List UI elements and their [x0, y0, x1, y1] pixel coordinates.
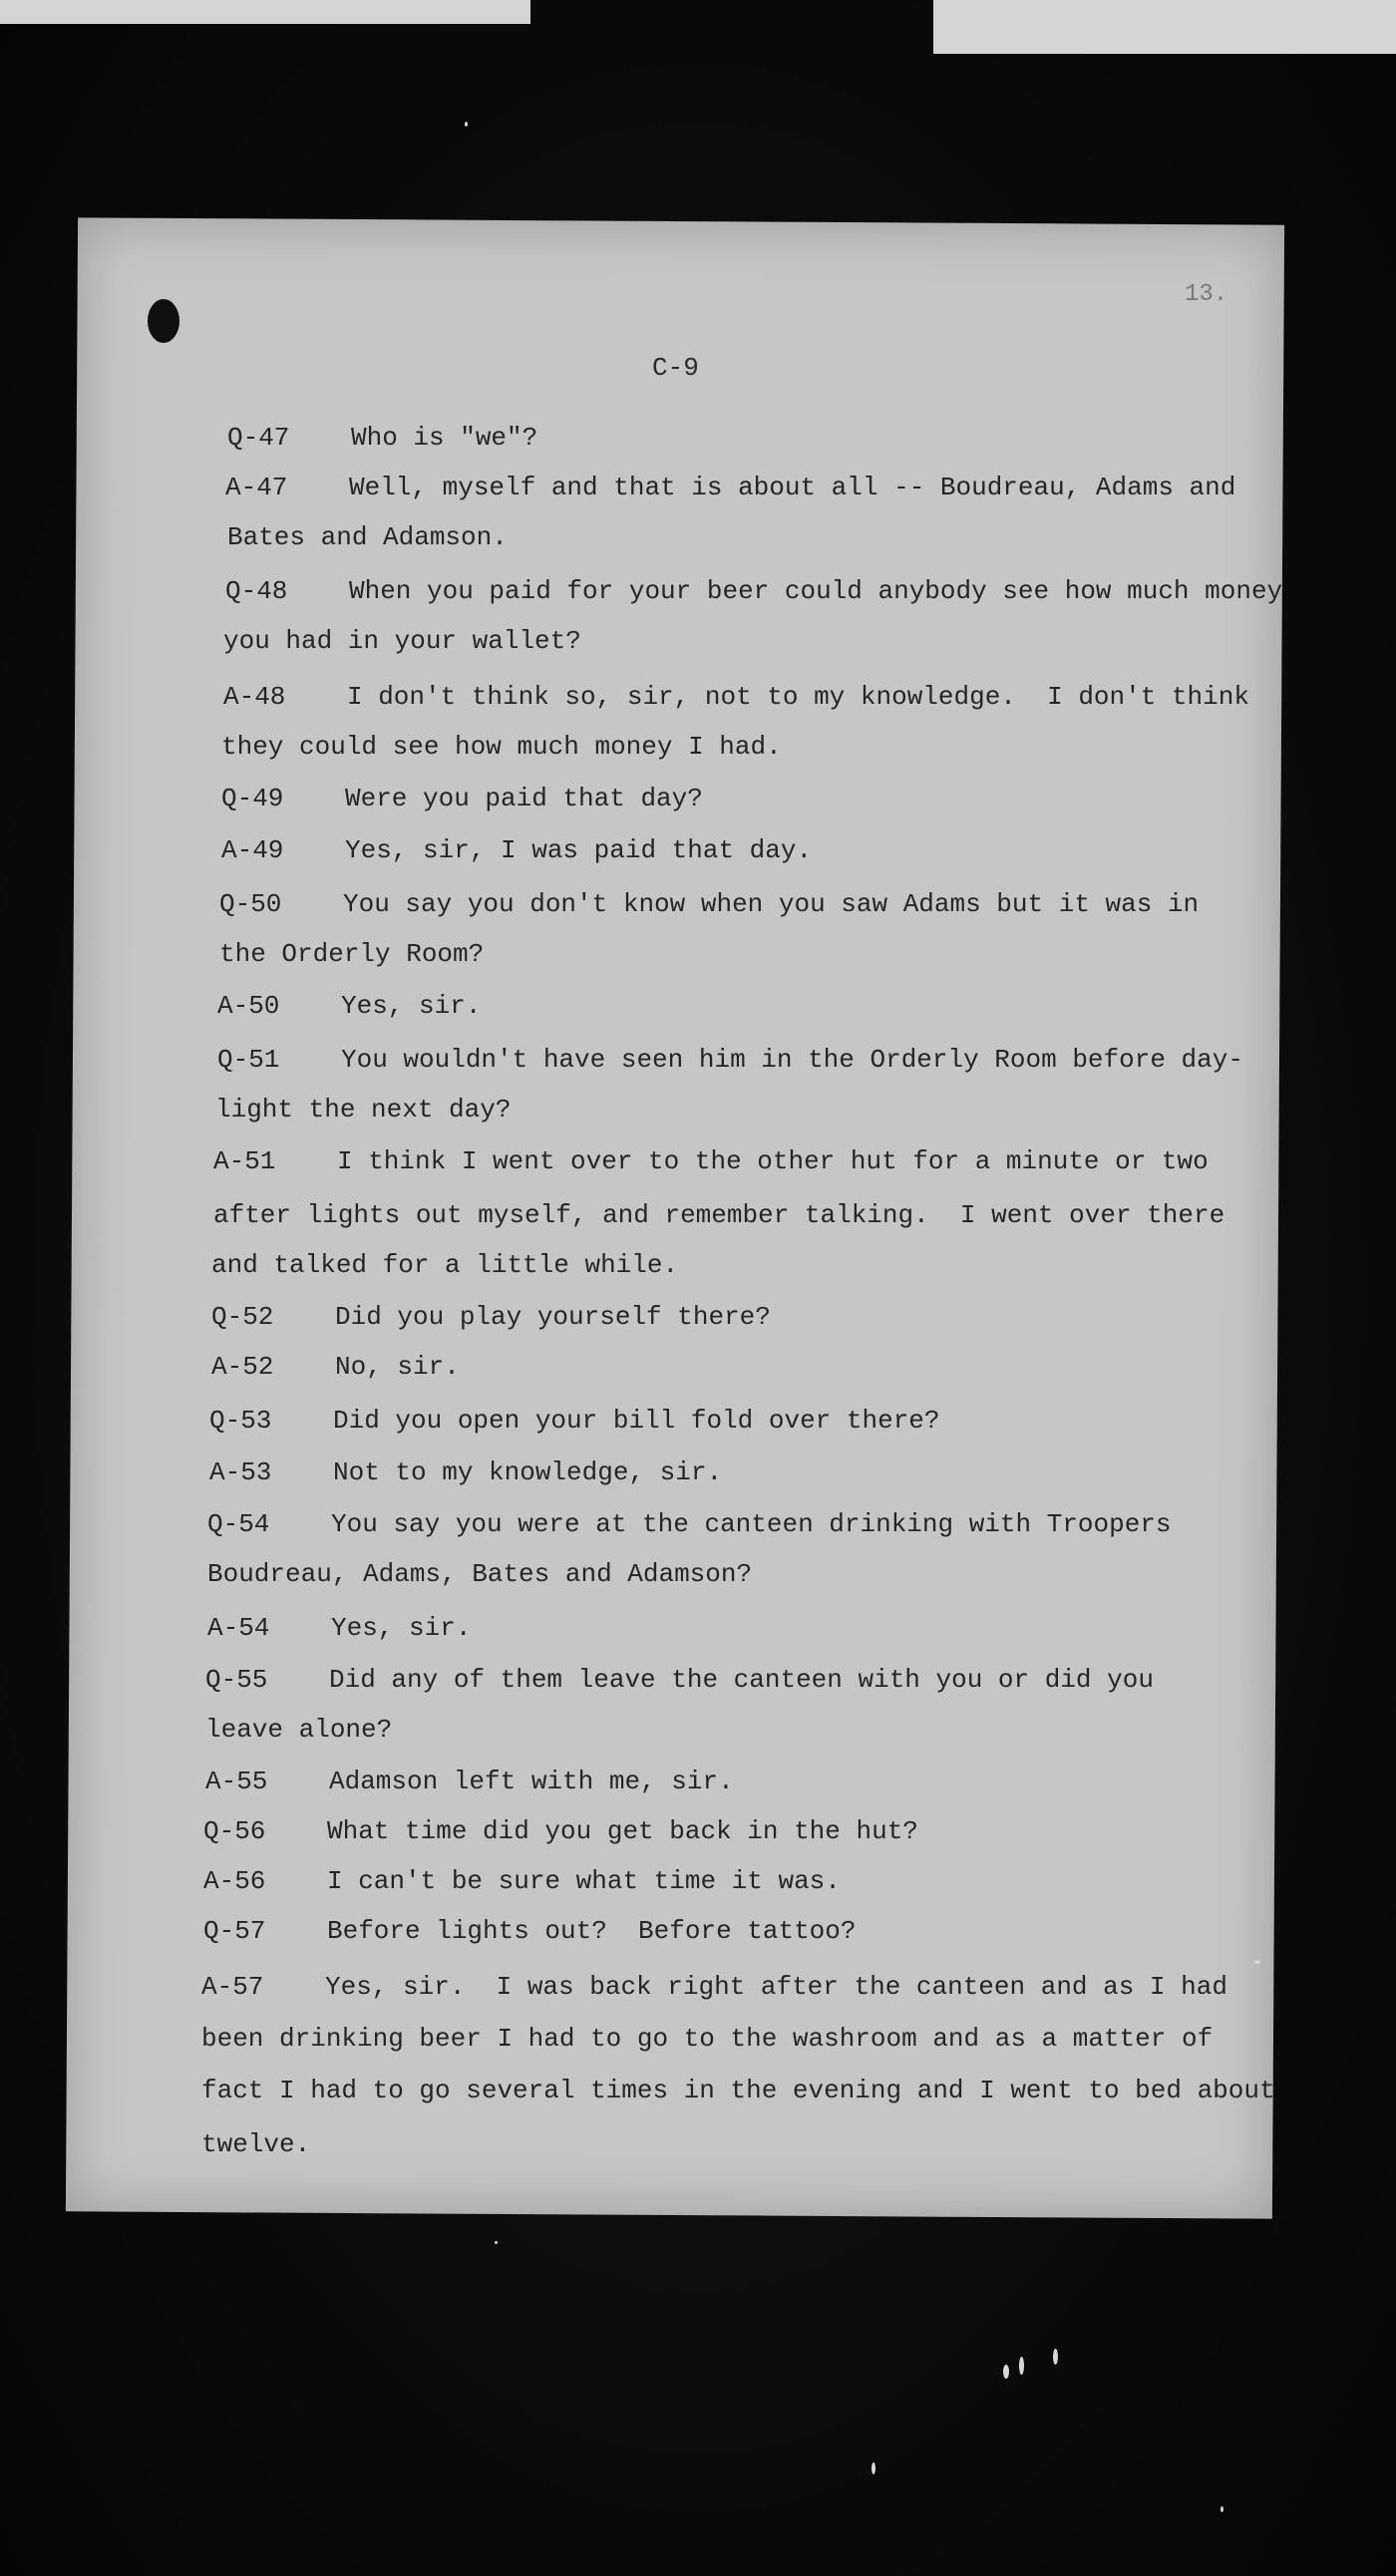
line-tag: A-49: [221, 835, 284, 865]
line-text: Bates and Adamson.: [227, 522, 508, 552]
transcript-line: [201, 2076, 1275, 2105]
transcript-line: [207, 1509, 1172, 1539]
transcript-line: [215, 1095, 511, 1125]
line-tag: Q-55: [205, 1665, 268, 1695]
line-tag: Q-48: [225, 576, 288, 606]
line-text: they could see how much money I had.: [221, 732, 782, 762]
transcript-line: [211, 1352, 460, 1382]
line-tag: A-50: [217, 991, 280, 1021]
line-tag: Q-56: [203, 1816, 266, 1846]
line-text: been drinking beer I had to go to the washroom and as a matter of: [201, 2024, 1214, 2054]
line-text: I can't be sure what time it was.: [327, 1866, 841, 1896]
transcript-line: [219, 889, 1199, 919]
line-text: Yes, sir.: [341, 991, 482, 1021]
line-tag: A-52: [211, 1352, 274, 1382]
transcript-line: [223, 626, 581, 656]
line-text: You wouldn't have seen him in the Orderly Room before day-: [341, 1045, 1243, 1075]
transcript-line: [207, 1559, 752, 1589]
line-tag: A-51: [213, 1146, 276, 1176]
line-text: Were you paid that day?: [345, 784, 703, 813]
transcript-line: [203, 1866, 841, 1896]
page-number: 13.: [1185, 281, 1228, 308]
transcript-line: [227, 522, 508, 552]
line-text: and talked for a little while.: [211, 1250, 679, 1280]
line-text: after lights out myself, and remember talking. I went over there: [213, 1200, 1225, 1230]
line-tag: A-54: [207, 1613, 270, 1643]
line-tag: A-55: [205, 1767, 268, 1796]
line-text: No, sir.: [335, 1352, 460, 1382]
line-tag: Q-53: [209, 1406, 272, 1436]
transcript-line: [207, 1613, 471, 1643]
transcript-line: [201, 2024, 1213, 2054]
line-text: Who is "we"?: [351, 423, 538, 453]
line-text: Yes, sir, I was paid that day.: [345, 835, 813, 865]
transcript-line: [209, 1457, 722, 1487]
line-text: Not to my knowledge, sir.: [333, 1457, 723, 1487]
transcript-line: [225, 576, 1282, 606]
transcript-line: [203, 1916, 857, 1946]
line-tag: Q-51: [217, 1045, 280, 1075]
transcript-line: [205, 1715, 392, 1745]
line-tag: Q-47: [227, 423, 290, 453]
line-text: Well, myself and that is about all -- Boudreau, Adams and: [349, 473, 1236, 502]
line-text: Yes, sir.: [331, 1613, 472, 1643]
line-text: Yes, sir. I was back right after the canteen and as I had: [325, 1972, 1227, 2002]
line-tag: A-53: [209, 1457, 272, 1487]
transcript-line: [213, 1146, 1209, 1176]
transcript-line: [205, 1665, 1154, 1695]
line-tag: A-47: [225, 473, 288, 502]
transcript-line: [211, 1250, 678, 1280]
line-text: the Orderly Room?: [219, 939, 485, 969]
transcript-line: [221, 732, 782, 762]
line-text: Did you open your bill fold over there?: [333, 1406, 940, 1436]
transcript-line: [223, 682, 1249, 712]
line-tag: Q-49: [221, 784, 284, 813]
line-tag: A-57: [201, 1972, 264, 2002]
line-text: Adamson left with me, sir.: [329, 1767, 734, 1796]
line-tag: Q-52: [211, 1302, 274, 1332]
line-text: Before lights out? Before tattoo?: [327, 1916, 857, 1946]
line-text: Did any of them leave the canteen with you or did you: [329, 1665, 1154, 1695]
line-tag: Q-50: [219, 889, 282, 919]
line-text: I don't think so, sir, not to my knowledge. I don't think: [347, 682, 1249, 712]
line-tag: Q-57: [203, 1916, 266, 1946]
line-text: twelve.: [201, 2129, 311, 2159]
transcript-line: [213, 1200, 1224, 1230]
line-tag: Q-54: [207, 1509, 270, 1539]
transcript-line: [203, 1816, 918, 1846]
transcript-line: [201, 2129, 310, 2159]
transcript-line: [221, 835, 812, 865]
page-code: C-9: [652, 353, 699, 383]
line-text: you had in your wallet?: [223, 626, 581, 656]
line-tag: A-56: [203, 1866, 266, 1896]
line-text: You say you were at the canteen drinking with Troopers: [331, 1509, 1172, 1539]
line-text: light the next day?: [215, 1095, 512, 1125]
transcript-line: [219, 939, 484, 969]
line-tag: A-48: [223, 682, 286, 712]
transcript-line: [201, 1972, 1227, 2002]
transcript-line: [209, 1406, 940, 1436]
line-text: Did you play yourself there?: [335, 1302, 771, 1332]
transcript-line: [227, 423, 537, 453]
line-text: I think I went over to the other hut for a minute or two: [337, 1146, 1209, 1176]
transcript-line: [217, 991, 481, 1021]
transcript-line: [225, 473, 1235, 502]
transcript-line: [205, 1767, 734, 1796]
line-text: fact I had to go several times in the evening and I went to bed about: [201, 2076, 1275, 2105]
line-text: Boudreau, Adams, Bates and Adamson?: [207, 1559, 753, 1589]
line-text: What time did you get back in the hut?: [327, 1816, 918, 1846]
transcript-line: [211, 1302, 771, 1332]
line-text: When you paid for your beer could anybody see how much money: [349, 576, 1283, 606]
line-text: leave alone?: [205, 1715, 393, 1745]
transcript-line: [221, 784, 703, 813]
transcript-line: [217, 1045, 1243, 1075]
line-text: You say you don't know when you saw Adams but it was in: [343, 889, 1200, 919]
